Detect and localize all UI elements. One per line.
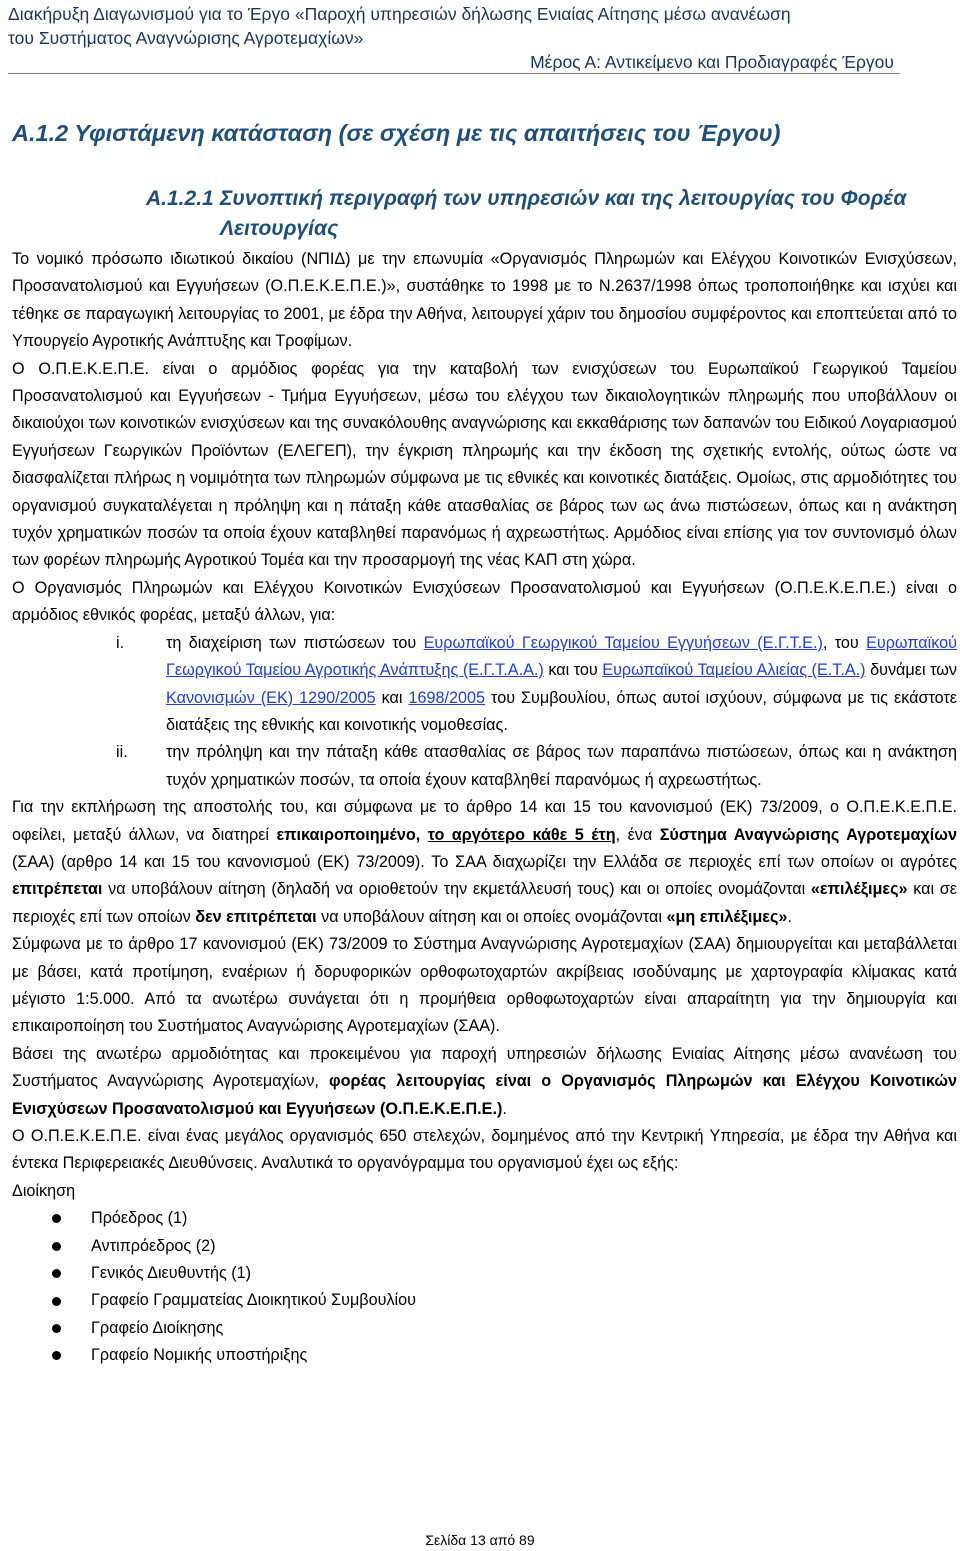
bold-run: δεν επιτρέπεται bbox=[195, 907, 317, 926]
list-number: i. bbox=[116, 633, 125, 652]
bold-run: επιτρέπεται bbox=[12, 880, 103, 899]
paragraph-operator bbox=[12, 1041, 957, 1123]
subsection-title-line2: Λειτουργίας bbox=[220, 217, 339, 240]
page-number: Σελίδα 13 από 89 bbox=[425, 1532, 535, 1548]
bold-run: «μη επιλέξιμες» bbox=[666, 907, 788, 926]
link-egtaa[interactable]: Ευρωπαϊκού Γεωργικού Ταμείου Αγροτικής Ανάπτυξης (Ε.Γ.Τ.Α.Α.) bbox=[166, 633, 957, 680]
text-run: να υποβάλουν αίτηση και οι οποίες ονομάζονται bbox=[316, 907, 667, 926]
bullet-text: Γραφείο Γραμματείας Διοικητικού Συμβουλίου bbox=[91, 1291, 416, 1310]
link-egte[interactable]: Ευρωπαϊκού Γεωργικού Ταμείου Εγγυήσεων (Ε.Γ.Τ.Ε.) bbox=[423, 633, 823, 652]
bullet-dot-icon bbox=[52, 1242, 61, 1251]
bold-run: Σύστημα Αναγνώρισης Αγροτεμαχίων bbox=[659, 825, 957, 844]
text-run: Βάσει της ανωτέρω αρμοδιότητας και προκειμένου για παροχή υπηρεσιών δήλωσης Ενιαίας Αίτησης μέσω ανανέωση του Συστήματος Αναγνώρισης Αγροτεμαχίων, bbox=[12, 1044, 957, 1091]
bullet-text: Γραφείο Νομικής υποστήριξης bbox=[91, 1346, 308, 1365]
bullet-item bbox=[12, 1205, 957, 1232]
bullet-item bbox=[12, 1233, 957, 1260]
header-section: Μέρος Α: Αντικείμενο και Προδιαγραφές Έργου bbox=[530, 52, 894, 72]
bold-run: «επιλέξιμες» bbox=[810, 880, 908, 899]
bullet-text: Γενικός Διευθυντής (1) bbox=[91, 1264, 252, 1282]
link-regulation-1698[interactable]: 1698/2005 bbox=[408, 688, 486, 707]
bold-run: φορέας λειτουργίας είναι ο Οργανισμός Πληρωμών και Ελέγχου Κοινοτικών Ενισχύσεων Προσανατολισμού και Εγγυήσεων (Ο.Π.Ε.Κ.Ε.Π.Ε.) bbox=[12, 1072, 957, 1118]
subsection-title-line1: Συνοπτική περιγραφή των υπηρεσιών και της λειτουργίας του Φορέα bbox=[220, 187, 907, 210]
text-run: να υποβάλουν αίτηση (δηλαδή να οριοθετούν την εκμετάλλευσή τους) και οι οποίες ονομάζονται bbox=[102, 880, 811, 899]
bullet-text: Αντιπρόεδρος (2) bbox=[91, 1236, 216, 1255]
text-run: και του bbox=[543, 661, 603, 680]
paragraph-intro: Το νομικό πρόσωπο ιδιωτικού δικαίου (ΝΠΙΔ) με την επωνυμία «Οργανισμός Πληρωμών και Ελέγχου Κοινοτικών Ενισχύσεων, Προσανατολισμού και Εγγυήσεων (Ο.Π.Ε.Κ.Ε.Π.Ε.)», συστάθηκε το 1998 με το Ν.2637/1998 όπως τροποποιήθηκε και ισχύει και τέθηκε σε παραγωγική λειτουργίας το 2001, με έδρα την Αθήνα, λειτουργεί χάριν του δημοσίου συμφέροντος και εποπτεύεται από το Υπουργείο Αγροτικής Ανάπτυξης και Τροφίμων. bbox=[12, 250, 957, 351]
bullet-item bbox=[12, 1260, 957, 1287]
bullet-text: Πρόεδρος (1) bbox=[91, 1209, 188, 1228]
paragraph-organization: Ο Ο.Π.Ε.Κ.Ε.Π.Ε. είναι ένας μεγάλος οργανισμός 650 στελεχών, δομημένος από την Κεντρική Υπηρεσία, με έδρα την Αθήνα και έντεκα Περιφερειακές Διευθύνσεις. Αναλυτικά το οργανόγραμμα του οργανισμού έχει ως εξής: bbox=[12, 1127, 957, 1173]
section-heading: Α.1.2 Υφιστάμενη κατάσταση (σε σχέση με τις απαιτήσεις του Έργου) bbox=[12, 120, 781, 146]
paragraph-role: Ο Ο.Π.Ε.Κ.Ε.Π.Ε. είναι ο αρμόδιος φορέας για την καταβολή των ενισχύσεων του Ευρωπαϊκού Γεωργικού Ταμείου Προσανατολισμού και Εγγυήσεων - Τμήμα Εγγυήσεων, μέσω του ελέγχου των δικαιολογητικών πληρωμής που υποβάλλουν οι δικαιούχοι των κοινοτικών ενισχύσεων και της συνακόλουθης αναγνώρισης και εκκαθάρισης των δαπανών του Ειδικού Λογαριασμού Εγγυήσεων Γεωργικών Προϊόντων (ΕΛΕΓΕΠ), την έγκριση πληρωμής και την έκδοση της σχετικής εντολής, ούτως ώστε να διασφαλίζεται πλήρως η νομιμότητα των πληρωμών σύμφωνα με τις εθνικές και κοινοτικές διατάξεις. Ομοίως, στις αρμοδιότητες του οργανισμού συγκαταλέγεται η πρόληψη και η πάταξη κάθε ατασθαλίας σε βάρος των ως άνω πιστώσεων, όπως και η ανάκτηση τυχόν χρηματικών ποσών τα οποία έχουν καταβληθεί παρανόμως ή αχρεωστήτως. Αρμόδιος είναι επίσης για τον συντονισμό όλων των φορέων πληρωμής Αγροτικού Τομέα και την προσαρμογή της νέας ΚΑΠ στη χώρα. bbox=[12, 359, 957, 570]
header-title-line1: Διακήρυξη Διαγωνισμού για το Έργο «Παροχή υπηρεσιών δήλωσης Ενιαίας Αίτησης μέσω ανανέωση bbox=[8, 4, 791, 24]
page-header bbox=[8, 2, 908, 72]
paragraph-article17: Σύμφωνα με το άρθρο 17 κανονισμού (ΕΚ) 73/2009 το Σύστημα Αναγνώρισης Αγροτεμαχίων (ΣΑΑ) δημιουργείται και μεταβάλλεται με βάσει, κατά προτίμηση, εναέριων ή δορυφορικών ορθοφωτοχαρτών ακρίβειας ισοδύναμης με χαρτογραφία κλίμακας κατά μέγιστο 1:5.000. Από τα ανωτέρω συνάγεται ότι η προμήθεια ορθοφωτοχαρτών είναι απαραίτητη για την δημιουργία και επικαιροποίηση του Συστήματος Αναγνώρισης Αγροτεμαχίων (ΣΑΑ). bbox=[12, 935, 957, 1036]
bullet-dot-icon bbox=[52, 1297, 61, 1306]
paragraph-mission bbox=[12, 794, 957, 931]
text-run: δυνάμει των bbox=[865, 661, 957, 680]
bullet-text: Γραφείο Διοίκησης bbox=[91, 1318, 224, 1337]
text-run: . bbox=[502, 1099, 507, 1118]
text-run: του Συμβουλίου, όπως αυτοί ισχύουν, σύμφωνα με τις εκάστοτε διατάξεις της εθνικής και κοινοτικής νομοθεσίας. bbox=[166, 688, 957, 734]
list-text: την πρόληψη και την πάταξη κάθε ατασθαλίας σε βάρος των παραπάνω πιστώσεων, όπως και η ανάκτηση τυχόν χρηματικών ποσών, τα οποία έχουν καταβληθεί παρανόμως ή αχρεωστήτως. bbox=[166, 743, 957, 789]
bullet-item bbox=[12, 1315, 957, 1342]
paragraph-responsibilities: Ο Οργανισμός Πληρωμών και Ελέγχου Κοινοτικών Ενισχύσεων Προσανατολισμού και Εγγυήσεων (Ο.Π.Ε.Κ.Ε.Π.Ε.) είναι ο αρμόδιος εθνικός φορέας, μεταξύ άλλων, για: bbox=[12, 578, 957, 625]
document-body bbox=[12, 246, 957, 1370]
bullet-item bbox=[12, 1342, 957, 1369]
header-divider bbox=[8, 73, 900, 74]
list-title: Διοίκηση bbox=[12, 1181, 76, 1200]
text-run: τη διαχείριση των πιστώσεων του bbox=[166, 633, 424, 652]
bold-underline-run: το αργότερο κάθε 5 έτη bbox=[427, 825, 616, 844]
bullet-dot-icon bbox=[52, 1324, 61, 1333]
bullet-item bbox=[12, 1287, 957, 1314]
list-text bbox=[156, 630, 957, 740]
text-run: και bbox=[375, 688, 409, 707]
link-regulation-1290[interactable]: Κανονισμών (ΕΚ) 1290/2005 bbox=[166, 688, 376, 707]
list-item-i bbox=[12, 630, 957, 740]
bullet-dot-icon bbox=[52, 1269, 61, 1278]
subsection-heading bbox=[146, 184, 956, 244]
text-run: και σε περιοχές επί των οποίων bbox=[12, 880, 957, 926]
list-item-ii bbox=[12, 739, 957, 794]
subsection-number: Α.1.2.1 bbox=[146, 187, 214, 210]
bullet-dot-icon bbox=[52, 1351, 61, 1360]
text-run: Για την εκπλήρωση της αποστολής του, και σύμφωνα με το άρθρο 14 και 15 του κανονισμού (ΕΚ) 73/2009, ο Ο.Π.Ε.Κ.Ε.Π.Ε. οφείλει, μεταξύ άλλων, να διατηρεί bbox=[12, 798, 957, 844]
bullet-dot-icon bbox=[52, 1214, 61, 1223]
bold-run: επικαιροποιημένο, bbox=[276, 825, 428, 844]
text-run: , ένα bbox=[615, 825, 660, 844]
text-run: . bbox=[787, 907, 792, 926]
header-title-line2: του Συστήματος Αναγνώρισης Αγροτεμαχίων» bbox=[8, 28, 364, 48]
link-eta[interactable]: Ευρωπαϊκού Ταμείου Αλιείας (Ε.Τ.Α.) bbox=[602, 661, 866, 680]
text-run: , του bbox=[822, 633, 867, 652]
list-number: ii. bbox=[116, 743, 128, 762]
text-run: (ΣΑΑ) (αρθρο 14 και 15 του κανονισμού (ΕΚ) 73/2009). Το ΣΑΑ διαχωρίζει την Ελλάδα σε περιοχές επί των οποίων οι αγρότες bbox=[12, 852, 957, 871]
